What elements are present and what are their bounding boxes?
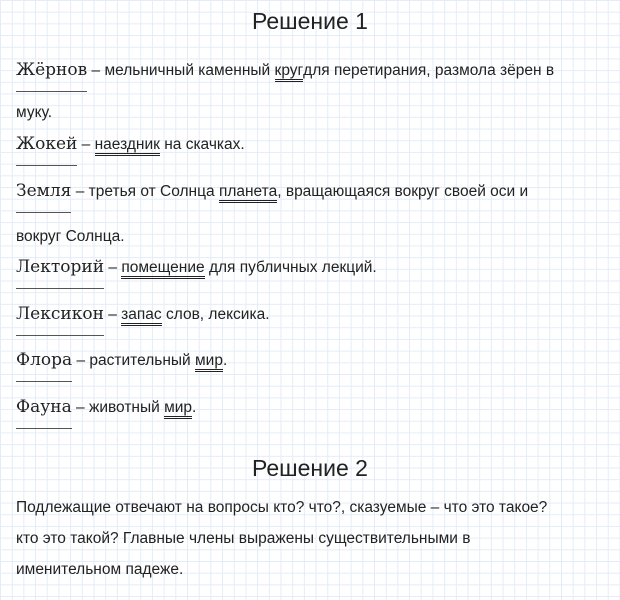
entry-flora: Флора – растительный мир. <box>16 350 228 370</box>
solution-2-line: именительном падеже. <box>16 561 184 578</box>
entry-leksikon: Лексикон – запас слов, лексика. <box>16 304 270 324</box>
entry-fauna: Фауна – животный мир. <box>16 397 197 417</box>
solution-2-title: Решение 2 <box>252 455 368 481</box>
predicate: наездник <box>95 137 160 156</box>
subject: Лексикон <box>16 304 104 324</box>
predicate: мир <box>195 353 223 372</box>
entry-zemlya: Земля – третья от Солнца планета, вращающаяся вокруг своей оси и <box>16 181 529 201</box>
entry-zhokey: Жокей – наездник на скачках. <box>16 134 245 154</box>
subject: Жокей <box>16 134 78 154</box>
subject: Жёрнов <box>16 60 88 80</box>
predicate: мир <box>164 400 192 419</box>
predicate: запас <box>121 307 162 326</box>
entry-zhernov-cont: муку. <box>16 104 53 121</box>
entry-lektoriy: Лекторий – помещение для публичных лекций. <box>16 257 377 277</box>
subject: Земля <box>16 181 72 201</box>
subject: Лекторий <box>16 257 105 277</box>
entry-zhernov: Жёрнов – мельничный каменный кругдля перетирания, размола зёрен в <box>16 60 555 80</box>
solution-2-line: Подлежащие отвечают на вопросы кто? что?, сказуемые – что это такое? <box>16 499 548 516</box>
solution-2-line: кто это такой? Главные члены выражены существительными в <box>16 530 471 547</box>
solution-1-title: Решение 1 <box>252 8 368 34</box>
entry-zemlya-cont: вокруг Солнца. <box>16 228 125 245</box>
predicate: круг <box>275 63 304 82</box>
predicate: помещение <box>121 260 204 279</box>
subject: Флора <box>16 350 73 370</box>
predicate: планета <box>219 184 277 203</box>
subject: Фауна <box>16 397 72 417</box>
